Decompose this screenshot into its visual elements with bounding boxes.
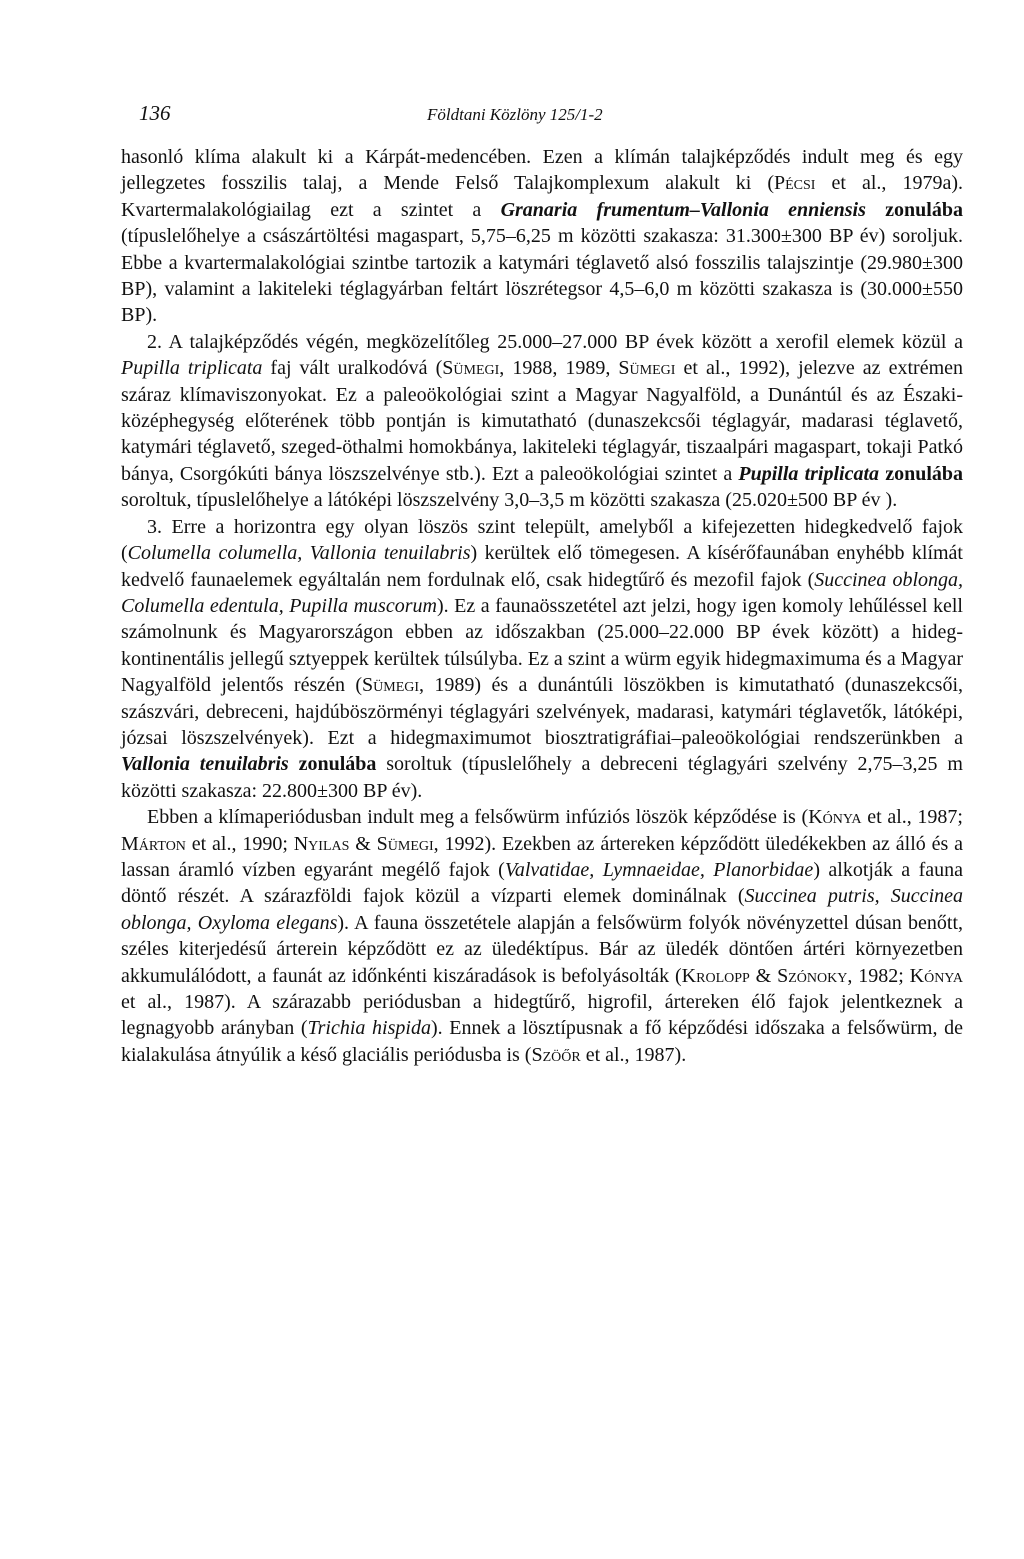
text-run: et al., 1987). A szárazabb periódusban a hidegtűrő, higrofil, ártereken élő fajok jelentkeznek a legnagyobb arányban ( [121,991,963,1040]
text-run: Sümegi [618,357,676,380]
text-run: soroltuk (típuslelőhely a debreceni téglagyári szelvény 2,75–3,25 m közötti szakasza: 22.800±300 BP év). [121,753,963,802]
text-run: 3. Erre a horizontra egy olyan löszös szint települt, amelyből a kifejezetten hidegkedvelő fajok ( [121,515,963,565]
text-run: Columella columella, Vallonia tenuilabris [127,542,471,565]
text-run: Valvatidae, Lymnaeidae, Planorbidae [504,858,814,881]
text-run: ). Ennek a lösztípusnak a fő képződési időszaka a felsőwürm, de kialakulása átnyúlik a késő glaciális periódusba is ( [121,1017,963,1066]
paragraph-p3 [121,514,963,804]
text-run: Szónoky [777,964,848,987]
text-run: et al., 1990; [185,832,294,855]
text-run: Sümegi [442,357,500,380]
text-run: , 1989) és a dunántúli löszökben is kimutatható (dunaszekcsői, szászvári, debreceni, hajdúböszörményi téglagyári szelvények, madarasi, katymári téglavetők, látóképi, józsai löszszelvények). Ezt a hidegmaximumot biosztratigráfiai–paleoökológiai rendszerünkben a [121,674,963,749]
text-run: & [749,964,778,987]
text-run: Pupilla triplicata [738,462,880,485]
text-run: ) kerültek elő tömegesen. A kísérőfaunában enyhébb klímát kedvelő faunaelemek egyáltalán nem fordulnak elő, csak hidegtűrő és mezofil fajok ( [121,542,963,591]
text-run: faj vált uralkodóvá ( [262,357,443,380]
text-run: ) alkotják a fauna döntő részét. A szárazföldi fajok közül a vízparti elemek dominálnak ( [121,858,964,908]
text-run: Granaria frumentum–Vallonia enniensis [500,198,866,221]
page-number: 136 [139,101,171,125]
text-run: zonulába [288,753,377,776]
text-run: et al., 1987). [580,1043,687,1066]
text-run: ). Ez a faunaösszetétel azt jelzi, hogy igen komoly lehűléssel kell számolnunk és Magyarországon ebben az időszakban (25.000–22.000 BP évek között) a hideg-kontinentális jellegű sztyeppek kerültek túlsúlyba. Ez a szint a würm egyik hidegmaximuma és a Magyar Nagyalföld jelentős részén ( [121,594,963,697]
text-run: Vallonia tenuilabris [121,753,289,776]
text-run: Sümegi [376,832,434,855]
text-run: , 1992). Ezekben az ártereken képződött üledékekben az álló és a lassan áramló vízben egyaránt megélő fajok ( [121,832,963,881]
body-text [121,144,963,1068]
text-run: , 1982; [847,964,910,987]
text-run: hasonló klíma alakult ki a Kárpát-medencében. Ezen a klímán talajképződés indult meg és egy jellegzetes fosszilis talaj, a Mende Felső Talajkomplexum alakult ki ( [121,146,963,195]
paragraph-p2 [121,329,963,514]
text-run: zonulába [879,462,963,485]
paragraph-p4 [121,804,963,1068]
text-run: (típuslelőhelye a császártöltési magaspart, 5,75–6,25 m közötti szakasza: 31.300±300 BP év) soroljuk. Ebbe a kvartermalakológiai szintbe tartozik a katymári téglavető alsó fosszilis talajszintje (29.980±300 BP), valamint a lakiteleki téglagyárban feltárt löszrétegsor 4,5–6,0 m közötti szakasza is (30.000±550 BP). [121,225,963,327]
text-run: Succinea oblonga, Columella edentula, Pupilla muscorum [121,568,964,617]
text-run: Pécsi [774,172,816,195]
text-run: 2. A talajképződés végén, megközelítőleg 25.000–27.000 BP évek között a xerofil elemek közül a [147,330,963,353]
text-run: Trichia hispida [307,1017,431,1040]
text-run: Kónya [909,964,963,987]
page-header [121,100,963,130]
text-run: Succinea putris, Succinea oblonga, Oxyloma elegans [121,885,963,934]
text-run: Krolopp [681,964,750,987]
text-run: , 1988, 1989, [499,357,619,380]
text-run: Márton [121,832,186,855]
text-run: et al., 1992), jelezve az extrémen száraz klímaviszonyokat. Ez a paleoökológiai szint a Magyar Nagyalföld, a Dunántúl és az Északi-középhegység előterének több pontján is kimutatható (dunaszekcsői téglagyár, madarasi téglavető, katymári téglavető, szeged-öthalmi homokbánya, lakiteleki téglagyár, tiszaalpári magaspart, tokaji Patkó bánya, Csorgókúti bánya löszszelvénye stb.). Ezt a paleoökológiai szintet a [121,357,963,485]
document-page [121,100,963,1068]
text-run: zonulába [865,198,963,221]
journal-running-title: Földtani Közlöny 125/1-2 [427,105,603,124]
text-run: ). A fauna összetétele alapján a felsőwürm folyók növényzettel dúsan benőtt, széles kiterjedésű árterein képződött ez az üledéktípus. Bár az üledék döntően ártéri környezetben akkumulálódott, a faunát az időnkénti kiszáradások is befolyásolták ( [121,911,963,987]
text-run: Pupilla triplicata [121,357,263,380]
text-run: Kónya [808,806,862,829]
text-run: et al., 1987; [861,806,963,829]
paragraph-p1 [121,144,963,329]
text-run: Nyilas [293,832,350,855]
text-run: Sümegi [362,674,420,697]
text-run: Ebben a klímaperiódusban indult meg a felsőwürm infúziós löszök képződése is ( [147,806,809,829]
text-run: et al., 1979a). Kvartermalakológiailag ezt a szintet a [121,172,963,221]
text-run: Szöőr [531,1043,581,1066]
text-run: & [349,832,377,855]
text-run: soroltuk, típuslelőhelye a látóképi löszszelvény 3,0–3,5 m közötti szakasza (25.020±500 BP év ). [121,489,898,512]
